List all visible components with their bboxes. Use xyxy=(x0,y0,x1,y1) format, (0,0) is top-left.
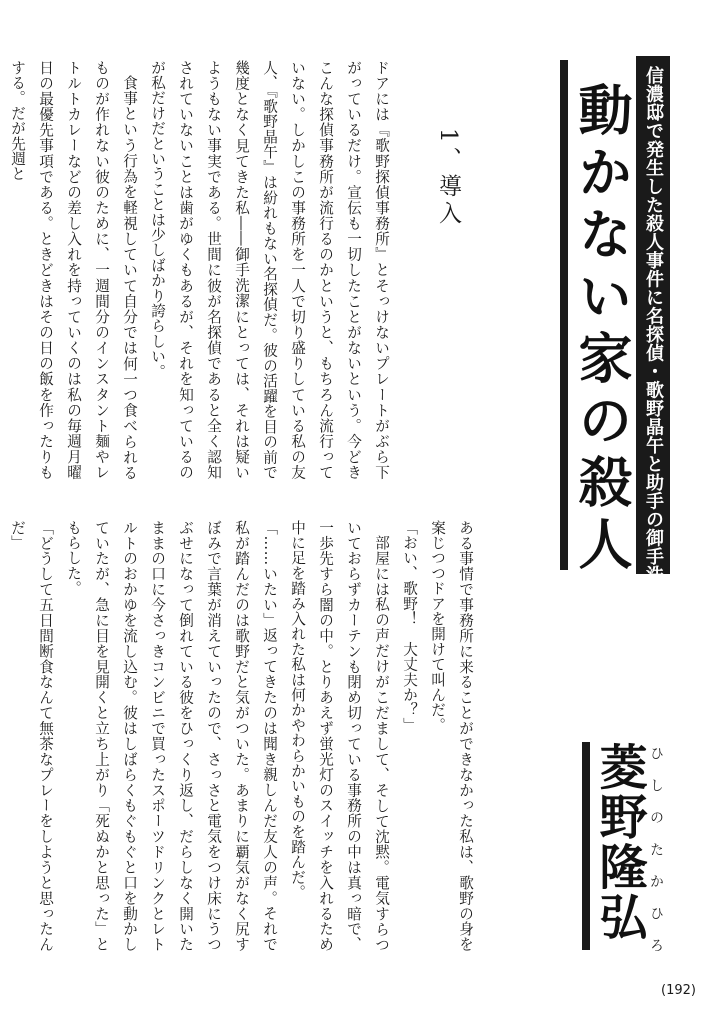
paragraph: ドアには『歌野探偵事務所』とそっけないプレートがぶら下がっているだけ。宣伝も一切したことがないという。今どきこんな探偵事務所が流行るのかというと、もちろん流行っていない。しかしこの事務所を一人で切り盛りしている私の友人、『歌野晶午』は紛れもない名探偵だ。彼の活躍を目の前で幾度となく見てきた私――御手洗潔にとっては、それは疑いようもない事実である。世間に彼が名探偵であると全く認知されていないことは歯がゆくもあるが、それを知っているのが私だけだということは少しばかり誇らしい。 xyxy=(149,60,390,480)
author-name: 菱野隆弘 xyxy=(591,742,647,942)
title-rule xyxy=(560,60,568,570)
dialog-line: 「おい、歌野！ 大丈夫か？」 xyxy=(401,520,418,733)
story-title: 動かない家の殺人 xyxy=(570,82,633,578)
paragraph: ある事情で事務所に来ることができなかった私は、歌野の身を案じつつドアを開けて叫んだ。 xyxy=(429,520,474,952)
body-text-lower xyxy=(9,520,479,952)
author-block xyxy=(582,742,668,970)
body-text-upper xyxy=(9,60,395,480)
paragraph: 食事という行為を軽視していて自分では何一つ食べられるものが作れない彼のために、一週間分のインスタント麺やレトルトカレーなどの差し入れを持っていくのは私の毎週月曜日の最優先事項である。ときどきはその日の飯を作ったりもする。だが先週と xyxy=(9,60,138,480)
chapter-heading: 1、導入 xyxy=(435,128,461,228)
page-number: (192) xyxy=(661,983,696,998)
dialog-line: 「どうして五日間断食なんて無茶なプレーをしようと思ったんだ」 xyxy=(9,520,54,952)
author-ruby: ひしのたかひろ xyxy=(648,746,664,970)
paragraph: 部屋には私の声だけがこだまして、そして沈黙。電気すらついておらずカーテンも閉め切っている事務所の中は真っ暗で、一歩先すら闇の中。とりあえず蛍光灯のスイッチを入れるため中に足を踏み入れた私は何かやわらかいものを踏んだ。 xyxy=(289,520,390,952)
author-rule xyxy=(582,742,590,950)
story-subtitle: 信濃邸で発生した殺人事件に名探偵・歌野晶午と助手の御手洗潔が挑む！ xyxy=(636,56,670,574)
dialog-line: 「……いたい」返ってきたのは聞き親しんだ友人の声。それで私が踏んだのは歌野だと気がついた。あまりに覇気がなく尻すぼみで言葉が消えていったので、さっさと電気をつけ床にうつぶせになって倒れている彼をひっくり返し、だらしなく開いたままの口に今さっきコンビニで買ったスポーツドリンクとレトルトのおかゆを流し込む。彼はしばらくもぐもぐと口を動かしていたが、急に目を見開くと立ち上がり「死ぬかと思った」ともらした。 xyxy=(65,520,278,952)
